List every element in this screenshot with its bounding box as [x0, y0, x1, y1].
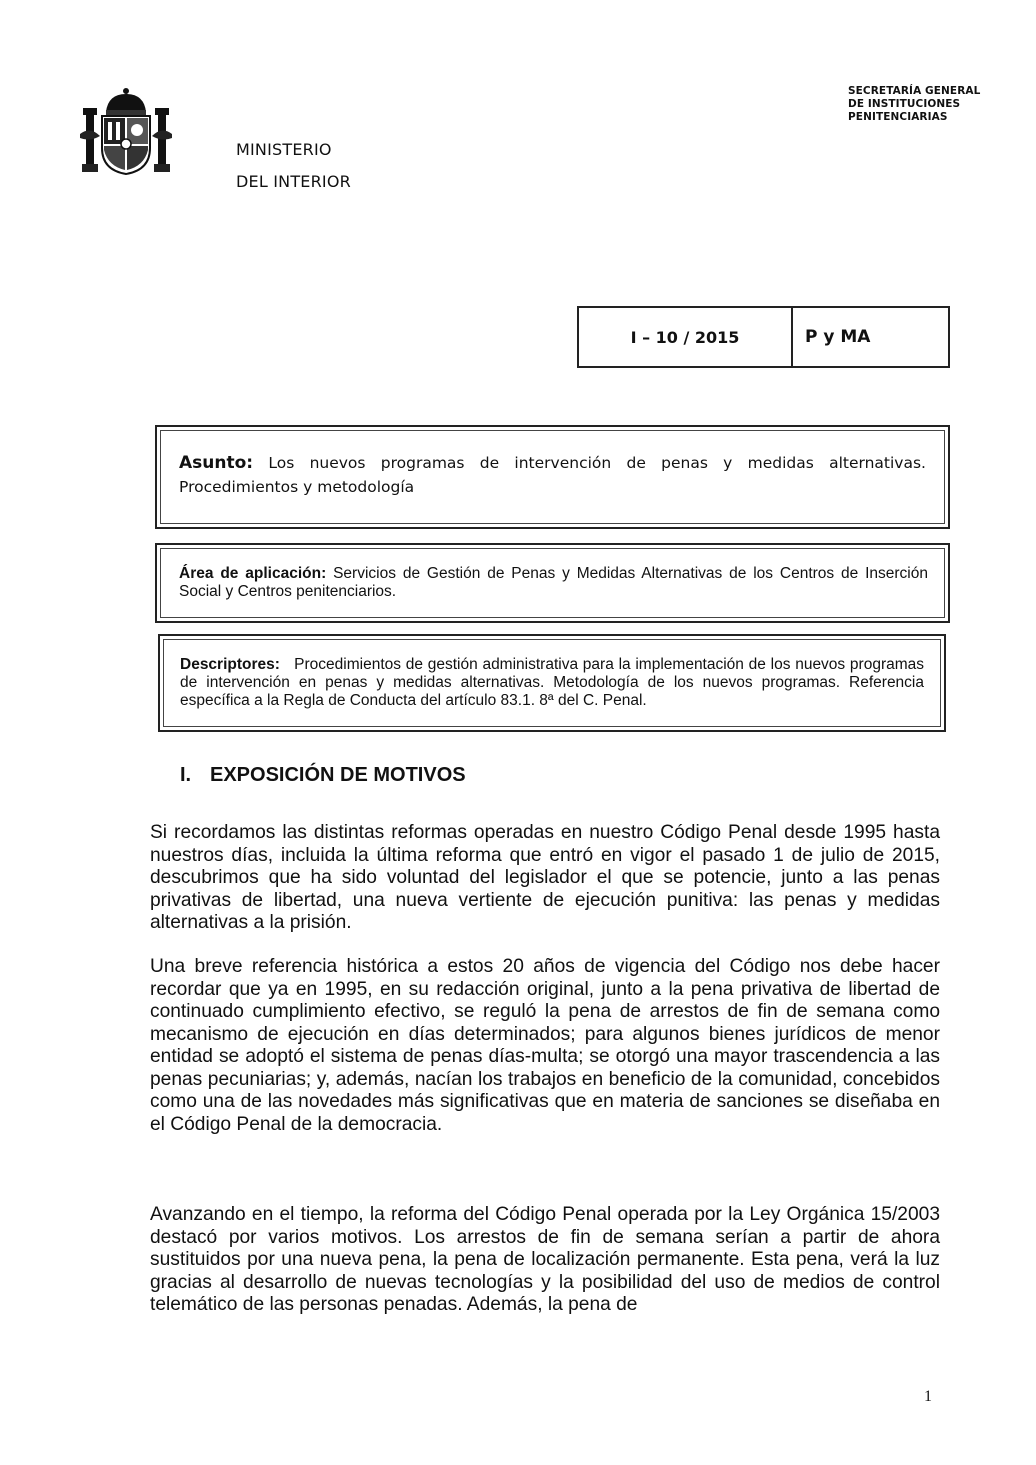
descriptores-box — [158, 634, 946, 732]
asunto-box — [155, 425, 950, 529]
area-label: Área de aplicación: — [179, 565, 327, 582]
ministry-line-2: DEL INTERIOR — [236, 172, 351, 191]
secretaria-heading — [848, 85, 980, 124]
asunto-content — [179, 451, 926, 499]
asunto-text: Los nuevos programas de intervención de penas y medidas alternativas. Procedimientos y metodología — [179, 454, 926, 496]
area-box — [155, 543, 950, 623]
reference-box — [577, 306, 950, 368]
secretaria-line-2: DE INSTITUCIONES — [848, 98, 961, 110]
section-number: I. — [180, 764, 192, 786]
area-text: Servicios de Gestión de Penas y Medidas Alternativas de los Centros de Inserción Social y Centros penitenciarios. — [179, 565, 928, 600]
reference-number: I – 10 / 2015 — [579, 308, 793, 366]
page-number: 1 — [924, 1388, 932, 1405]
spain-coat-of-arms-icon — [78, 86, 174, 182]
paragraph: Una breve referencia histórica a estos 20 años de vigencia del Código nos debe hacer recordar que ya en 1995, en su redacción original, junto a la pena privativa de libertad de continuado cumplimiento efectivo, se reguló la pena de arrestos de fin de semana como mecanismo de ejecución en días determinados; para algunos bienes jurídicos de menor entidad se adoptó el sistema de penas días-multa; se otorgó una mayor trascendencia a las penas pecuniarias; y, además, nacían los trabajos en beneficio de la comunidad, concebidos como una de las novedades más significativas que en materia de sanciones se diseñaba en el Código Penal de la democracia. — [150, 956, 940, 1135]
ministry-name — [236, 134, 351, 198]
descriptores-content — [180, 656, 924, 710]
secretaria-line-3: PENITENCIARIAS — [848, 111, 948, 123]
secretaria-line-1: SECRETARÍA GENERAL — [848, 85, 981, 97]
ministry-line-1: MINISTERIO — [236, 140, 332, 159]
section-title: EXPOSICIÓN DE MOTIVOS — [210, 764, 466, 786]
descriptores-label: Descriptores: — [180, 656, 280, 673]
paragraph: Avanzando en el tiempo, la reforma del Código Penal operada por la Ley Orgánica 15/2003 destacó por varios motivos. Los arrestos de fin de semana serían a partir de ahora sustituidos por una nueva pena, la pena de localización permanente. Esta pena, verá la luz gracias al desarrollo de nuevas tecnologías y la posibilidad del uso de medios de control telemático de las personas penadas. Además, la pena de — [150, 1204, 940, 1315]
descriptores-text: Procedimientos de gestión administrativa para la implementación de los nuevos programas de intervención en penas y medidas alternativas. Metodología de los nuevos programas. Referencia específica a la Regla de Conducta del artículo 83.1. 8ª del C. Penal. — [180, 656, 925, 709]
reference-unit: P y MA — [805, 327, 871, 347]
paragraph: Si recordamos las distintas reformas operadas en nuestro Código Penal desde 1995 hasta nuestros días, incluida la última reforma que entró en vigor el pasado 1 de julio de 2015, descubrimos que ha sido voluntad del legislador el que se potencie, junto a las penas privativas de libertad, una nueva vertiente de ejecución punitiva: las penas y medidas alternativas a la prisión. — [150, 822, 940, 933]
asunto-label: Asunto: — [179, 453, 254, 473]
section-heading — [180, 764, 466, 787]
area-content — [179, 565, 928, 601]
